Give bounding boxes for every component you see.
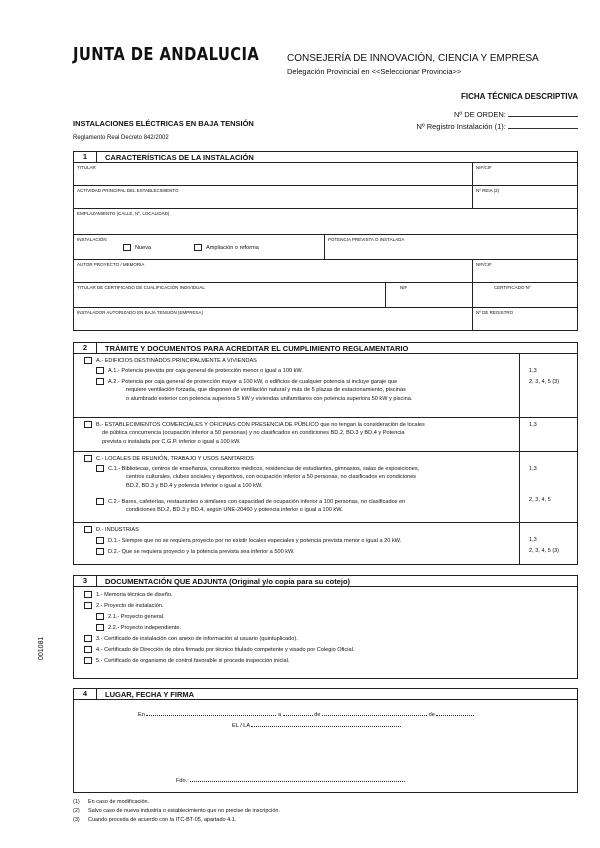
nif-label: NIF/CIF [476, 165, 492, 170]
titular-label: TITULAR [77, 165, 96, 170]
actividad-row[interactable] [74, 186, 577, 209]
group-a [74, 354, 577, 418]
d1-item[interactable]: D.1.- Siempre que no se requiera proyecto por no existir locales especiales y potencia prevista menor o igual a 20 kW. [96, 537, 401, 545]
a1-checkbox[interactable] [96, 367, 104, 374]
doc-proyecto-checkbox[interactable] [84, 602, 92, 609]
registro-field[interactable] [508, 120, 578, 129]
instalador-label: INSTALADOR AUTORIZADO EN BAJA TENSIÓN (EMPRESA) [77, 310, 204, 315]
d1-checkbox[interactable] [96, 537, 104, 544]
ampliacion-checkbox[interactable] [194, 244, 202, 251]
c1-checkbox[interactable] [96, 465, 104, 472]
section-1-number: 1 [74, 152, 97, 162]
c2-code: 2, 3, 4, 5 [529, 497, 551, 503]
section-4-number: 4 [74, 689, 97, 699]
lugar-field[interactable] [146, 708, 276, 716]
a1-code: 1,3 [529, 368, 537, 374]
a2-checkbox[interactable] [96, 378, 104, 385]
titular-cert-row[interactable] [74, 283, 577, 308]
doc-certificado-direccion[interactable]: 4.- Certificado de Dirección de obra firmado por técnico titulado competente y visado por Colegio Oficial. [84, 646, 354, 654]
footnote: (1) En caso de modificación. [73, 799, 150, 805]
emplazamiento-label: EMPLAZAMIENTO (CALLE, Nº, LOCALIDAD) [77, 211, 170, 216]
orden-field[interactable] [508, 108, 578, 117]
titular-cert-label: TITULAR DE CERTIFICADO DE CUALIFICACIÓN INDIVIDUAL [77, 285, 205, 290]
fdo-line: Fdo.: [176, 774, 405, 785]
c1-code: 1,3 [529, 466, 537, 472]
instalacion-row [74, 235, 577, 260]
actividad-label: ACTIVIDAD PRINCIPAL DEL ESTABLECIMIENTO [77, 188, 179, 193]
footnote: (3) Cuando proceda de acuerdo con la ITC-BT-05, apartado 4.1. [73, 817, 237, 823]
doc-memoria[interactable]: 1.- Memoria técnica de diseño. [84, 591, 173, 599]
el-la-line: EL / LA [232, 719, 401, 730]
c2-checkbox[interactable] [96, 498, 104, 505]
section-2-title: TRÁMITE Y DOCUMENTOS PARA ACREDITAR EL CUMPLIMIENTO REGLAMENTARIO [105, 343, 409, 353]
instalador-row[interactable] [74, 308, 577, 330]
logo-junta: JUNTA DE ANDALUCIA [73, 44, 260, 65]
anio-field[interactable] [436, 708, 474, 716]
group-d [74, 523, 577, 564]
certificado-label: CERTIFICADO Nº [494, 285, 531, 290]
group-c [74, 452, 577, 523]
a2-code: 2, 3, 4, 5 (3) [529, 379, 560, 385]
section-3-number: 3 [74, 576, 97, 586]
section-1 [73, 151, 578, 331]
mes-field[interactable] [322, 708, 427, 716]
d1-code: 1,3 [529, 537, 537, 543]
footnote: (2) Salvo caso de nueva industria o establecimiento que no precise de inscripción. [73, 808, 281, 814]
el-la-field[interactable] [251, 719, 401, 727]
group-a-title: A.- EDIFICIOS DESTINADOS PRINCIPALMENTE A VIVIENDAS [84, 357, 257, 365]
doc-certificado-organismo-checkbox[interactable] [84, 657, 92, 664]
autor-row[interactable] [74, 260, 577, 283]
doc-proyecto-general-checkbox[interactable] [96, 613, 104, 620]
a1-item[interactable]: A.1.- Potencia prevista por caja general de protección menor o igual a 100 kW. [96, 367, 303, 375]
group-b [74, 418, 577, 452]
c1-item[interactable]: C.1.- Bibliotecas, centros de enseñanza, consultorios médicos, residencias de estudiantes, gimnasios, salas de exposiciones, centros culturales, clubes sociales y deportivos, con ocupación inferior a 50 personas, no clasificados en condiciones BD.2, BD.3 y BD.4 y potencia inferior o igual a 100 kW. [96, 465, 419, 490]
section-3-title: DOCUMENTACIÓN QUE ADJUNTA (Original y/o copia para su cotejo) [105, 576, 351, 586]
section-1-title: CARACTERÍSTICAS DE LA INSTALACIÓN [105, 152, 254, 162]
section-4 [73, 688, 578, 793]
orden-block [416, 108, 578, 132]
nif3-label: NIF [400, 285, 408, 290]
orden-label: Nº DE ORDEN: [453, 110, 506, 119]
doc-proyecto-general[interactable]: 2.1.- Proyecto general. [96, 613, 165, 621]
consejeria-title: CONSEJERÍA DE INNOVACIÓN, CIENCIA Y EMPRESA [287, 53, 539, 64]
rea-label: Nº REIA (2) [476, 188, 500, 193]
delegacion-select[interactable]: Delegación Provincial en <<Seleccionar Provincia>> [287, 67, 462, 76]
dia-field[interactable] [283, 708, 313, 716]
a-checkbox[interactable] [84, 357, 92, 364]
footnotes [73, 798, 280, 825]
ampliacion-option[interactable]: Ampliación o reforma [194, 244, 259, 252]
d2-item[interactable]: D.2.- Que se requiera proyecto y la potencia prevista sea inferior a 500 kW. [96, 548, 295, 556]
ficha-title: FICHA TÉCNICA DESCRIPTIVA [460, 92, 578, 101]
doc-memoria-checkbox[interactable] [84, 591, 92, 598]
firma-field[interactable] [190, 774, 405, 782]
registro-num-label: Nº DE REGISTRO [476, 310, 514, 315]
section-3 [73, 575, 578, 679]
c-checkbox[interactable] [84, 455, 92, 462]
doc-certificado-instalacion[interactable]: 3.- Certificado de instalación con anexo de información al usuario (quintuplicado). [84, 635, 298, 643]
section-2-number: 2 [74, 343, 97, 353]
doc-certificado-organismo[interactable]: 5.- Certificado de organismo de control favorable si procede inspección inicial. [84, 657, 289, 665]
reglamento-text: Reglamento Real Decreto 842/2002 [73, 135, 169, 141]
nueva-checkbox[interactable] [123, 244, 131, 251]
titular-row[interactable] [74, 163, 577, 186]
group-d-title: D.- INDUSTRIAS [84, 526, 139, 534]
instalacion-label: INSTALACIÓN [77, 237, 107, 242]
c2-item[interactable]: C.2.- Bares, cafeterías, restaurantes o similares con capacidad de ocupación inferior a 100 personas, no clasificados en condiciones BD.2, BD.3 y BD.4, según UNE-20460 y potencia inferior o igual a 100 kW. [96, 498, 405, 515]
section-2 [73, 342, 578, 565]
a2-item[interactable]: A.2.- Potencia por caja general de protección mayor a 100 kW, o edificios de cualquier potencia si incluye garaje que requiere ventilación forzada, que disponen de ventilación natural y más de 5 plazas de estacionamiento, piscinas o alumbrado exterior con potencia superiora 5 kW y viviendas unifamiliares con potencia superiora 50 kW y piscina. [96, 378, 412, 403]
side-code: 001081 [38, 636, 45, 660]
autor-label: AUTOR PROYECTO / MEMORIA [77, 262, 145, 267]
lugar-fecha-line: En a de de [138, 708, 474, 719]
d2-checkbox[interactable] [96, 548, 104, 555]
emplazamiento-row[interactable] [74, 209, 577, 235]
b-checkbox[interactable] [84, 421, 92, 428]
doc-certificado-direccion-checkbox[interactable] [84, 646, 92, 653]
nueva-option[interactable]: Nueva [123, 244, 151, 252]
section-4-title: LUGAR, FECHA Y FIRMA [105, 689, 195, 699]
d2-code: 2, 3, 4, 5 (3) [529, 548, 560, 554]
doc-proyecto-independiente[interactable]: 2.2.- Proyecto independiente. [96, 624, 181, 632]
b-code: 1,3 [529, 422, 537, 428]
d-checkbox[interactable] [84, 526, 92, 533]
group-c-title: C.- LOCALES DE REUNIÓN, TRABAJO Y USOS SANITARIOS [84, 455, 254, 463]
nif2-label: NIF/CIF [476, 262, 492, 267]
potencia-label: POTENCIA PREVISTA O INSTALADA [328, 237, 405, 242]
doc-proyecto[interactable]: 2.- Proyecto de instalación. [84, 602, 163, 610]
document-title: INSTALACIONES ELÉCTRICAS EN BAJA TENSIÓN [73, 119, 254, 128]
doc-proyecto-independiente-checkbox[interactable] [96, 624, 104, 631]
doc-certificado-instalacion-checkbox[interactable] [84, 635, 92, 642]
b-item[interactable]: B.- ESTABLECIMIENTOS COMERCIALES Y OFICINAS CON PRESENCIA DE PÚBLICO que no tengan la consideración de locales de pública concurrencia (ocupación inferior a 50 personas) y no clasificados en condiciones BD.2, BD.3 y BD.4 y Potencia prevista o instalada por C.G.P. inferior o igual a 100 kW. [84, 421, 425, 446]
registro-label: Nº Registro Instalación (1): [416, 122, 506, 131]
